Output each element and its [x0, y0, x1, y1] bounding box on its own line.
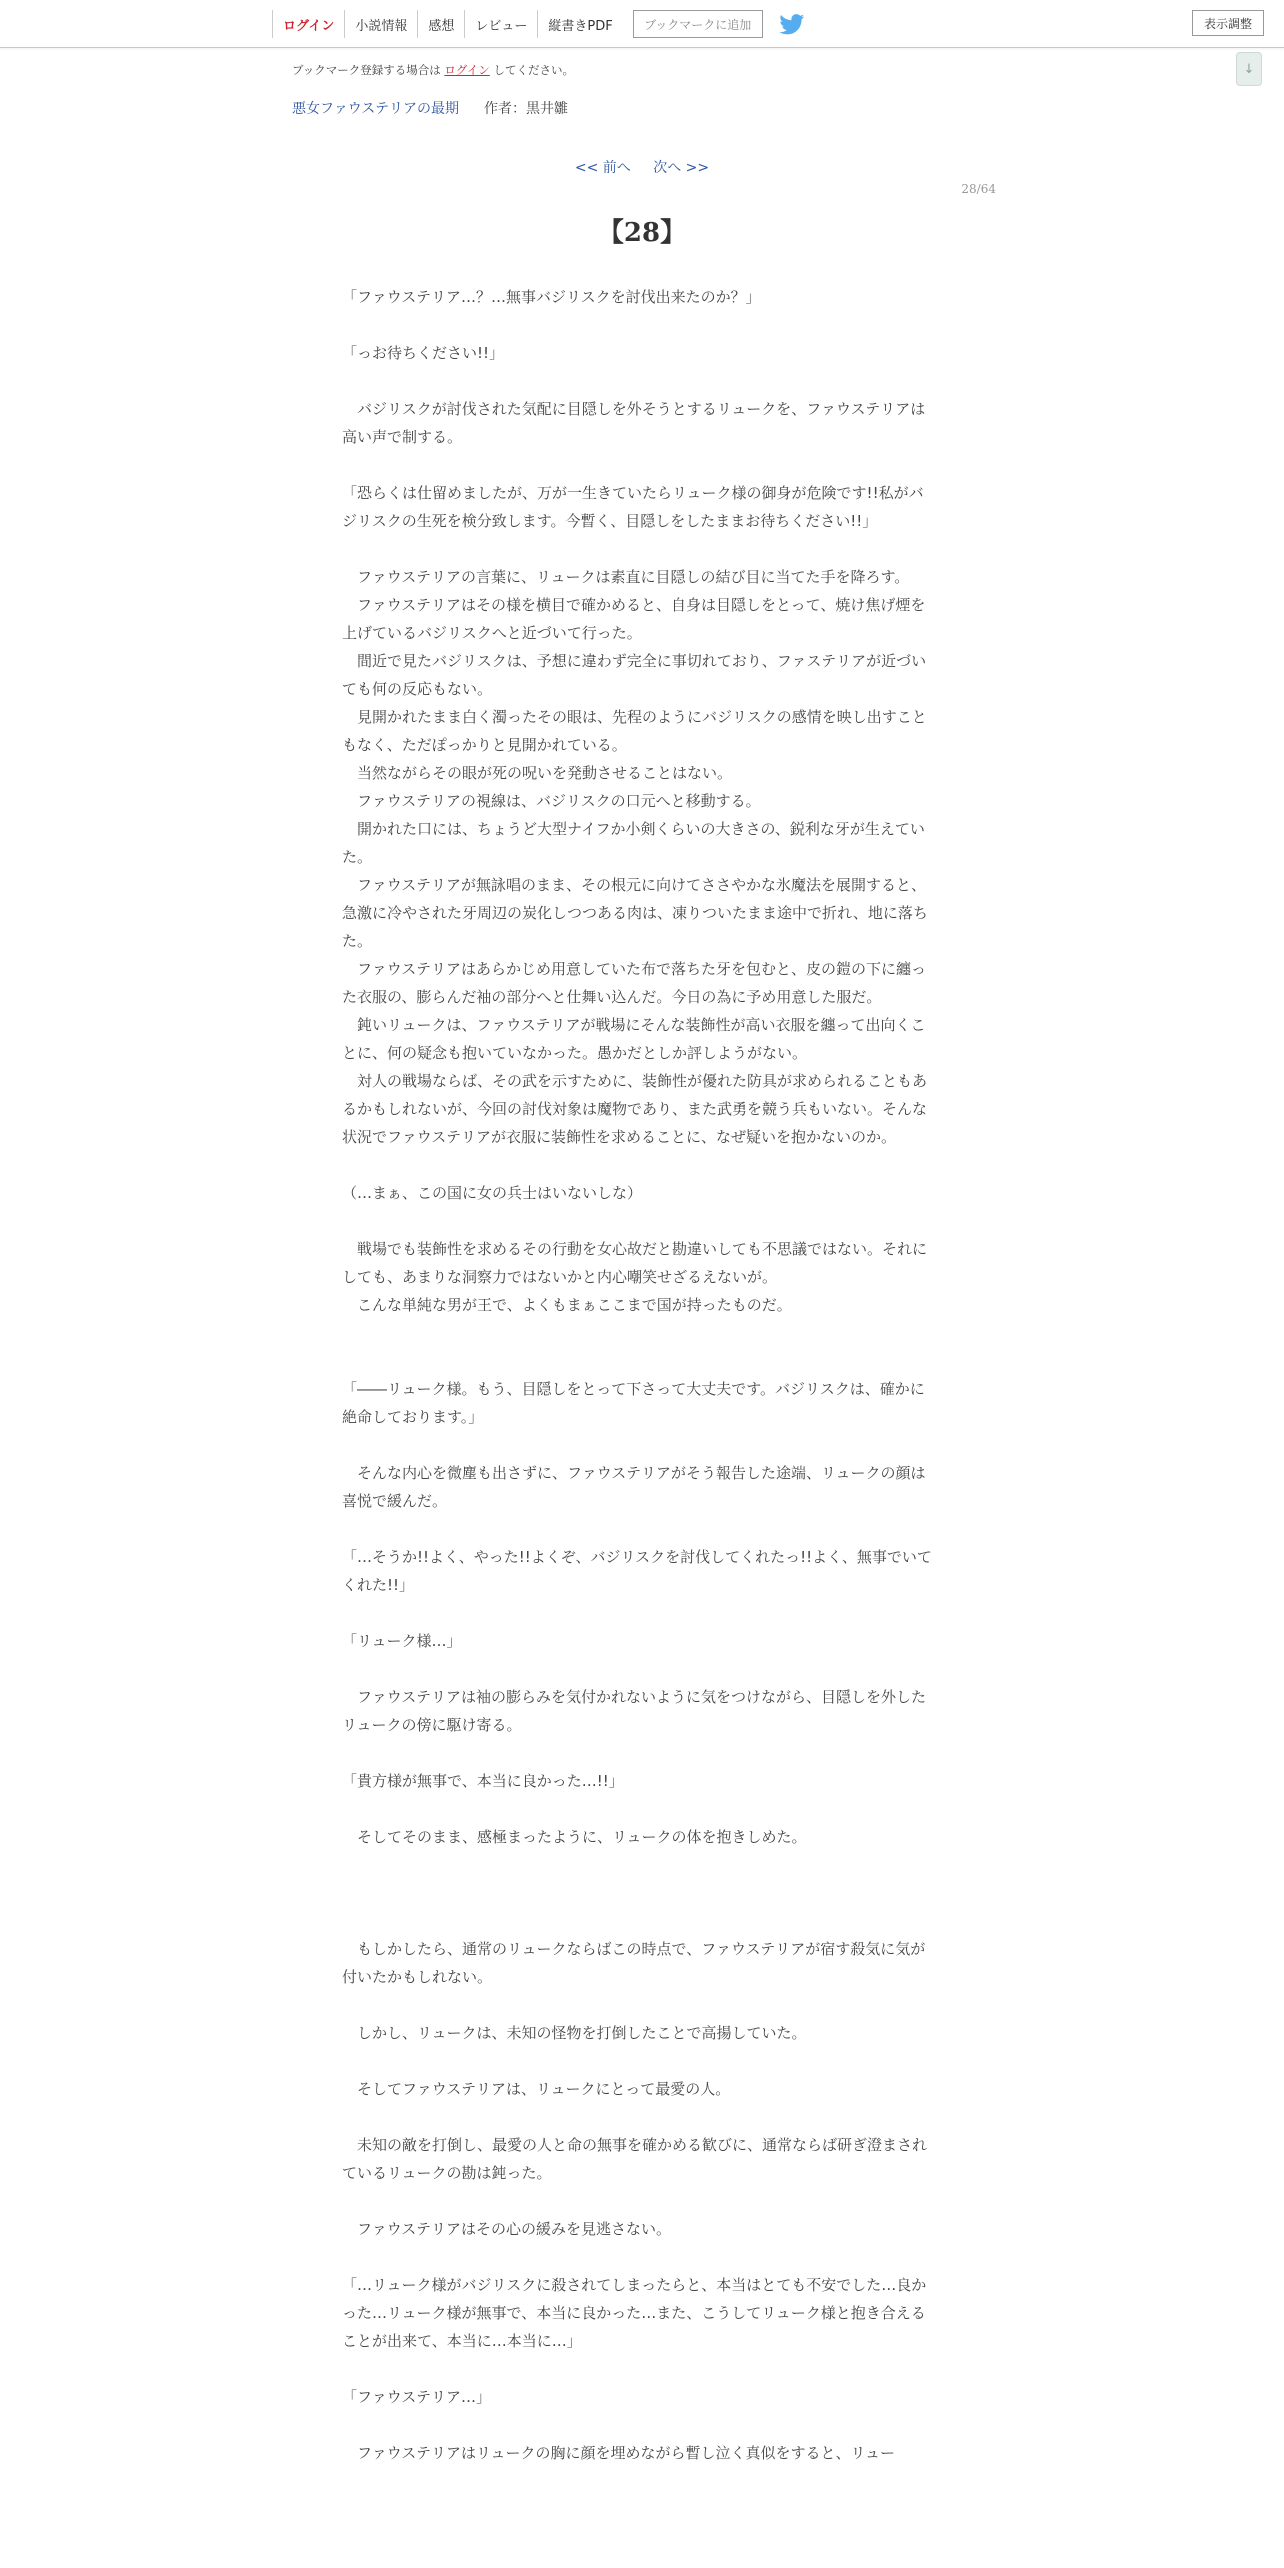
body-paragraph [342, 1991, 938, 2019]
nav-vertical-pdf-link[interactable]: 縦書きPDF [537, 10, 622, 38]
body-paragraph: ファウステリアはその様を横目で確かめると、自身は目隠しをとって、焼け焦げ煙を上げているバジリスクへと近づいて行った。 [342, 596, 926, 642]
body-paragraph: そんな内心を微塵も出さずに、ファウステリアがそう報告した途端、リュークの顔は喜悦で緩んだ。 [342, 1464, 926, 1510]
chapter-title: 【28】 [597, 218, 687, 248]
novel-body-text [342, 283, 938, 2467]
notice-login-link[interactable]: ログイン [444, 63, 490, 77]
body-paragraph: 間近で見たバジリスクは、予想に違わず完全に事切れており、ファステリアが近づいても何の反応もない。 [342, 652, 927, 698]
notice-suffix: してください。 [489, 63, 574, 77]
body-paragraph [342, 451, 938, 479]
body-paragraph: もしかしたら、通常のリュークならばこの時点で、ファウステリアが宿す殺気に気が付いたかもしれない。 [342, 1940, 926, 1986]
body-paragraph: こんな単純な男が王で、よくもまぁここまで国が持ったものだ。 [342, 1296, 792, 1314]
body-paragraph [342, 535, 938, 563]
body-paragraph [342, 367, 938, 395]
display-settings-button[interactable]: 表示調整 [1192, 10, 1264, 36]
body-paragraph [342, 2411, 938, 2439]
top-nav-bar [0, 0, 1284, 48]
body-paragraph: ファウステリアはあらかじめ用意していた布で落ちた牙を包むと、皮の鎧の下に纏った衣服の、膨らんだ袖の部分へと仕舞い込んだ。今日の為に予め用意した服だ。 [342, 960, 926, 1006]
body-paragraph [342, 1739, 938, 1767]
body-paragraph: 「っお待ちください!!」 [342, 344, 505, 362]
body-paragraph [342, 1907, 938, 1935]
nav-menu [272, 10, 805, 38]
body-paragraph: そしてそのまま、感極まったように、リュークの体を抱きしめた。 [342, 1828, 807, 1846]
next-chapter-link[interactable]: 次へ >> [653, 160, 710, 176]
body-paragraph [342, 2103, 938, 2131]
body-paragraph: 鈍いリュークは、ファウステリアが戦場にそんな装飾性が高い衣服を纏って出向くことに、何の疑念も抱いていなかった。愚かだとしか評しようがない。 [342, 1016, 926, 1062]
body-paragraph [342, 311, 938, 339]
novel-title-link[interactable]: 悪女ファウステリアの最期 [292, 101, 460, 117]
body-paragraph: ファウステリアの言葉に、リュークは素直に目隠しの結び目に当てた手を降ろす。 [342, 568, 910, 586]
nav-novel-info-link[interactable]: 小説情報 [344, 10, 417, 38]
body-paragraph: 「リューク様…」 [342, 1632, 462, 1650]
author-name: 作者：黒井雛 [484, 101, 568, 117]
twitter-bird-icon [779, 14, 805, 35]
body-paragraph [342, 1431, 938, 1459]
nav-login-link[interactable]: ログイン [272, 10, 344, 38]
body-paragraph [342, 1207, 938, 1235]
body-paragraph: 戦場でも装飾性を求めるその行動を女心故だと勘違いしても不思議ではない。それにしても、あまりな洞察力ではないかと内心嘲笑せざるえないが。 [342, 1240, 928, 1286]
body-paragraph [342, 1319, 938, 1347]
body-paragraph: （…まぁ、この国に女の兵士はいないしな） [342, 1184, 643, 1202]
body-paragraph: そしてファウステリアは、リュークにとって最愛の人。 [342, 2080, 731, 2098]
body-paragraph: 「…リューク様がバジリスクに殺されてしまったらと、本当はとても不安でした…良かった…リューク様が無事で、本当に良かった…また、こうしてリューク様と抱き合えることが出来て、本当に…本当に…」 [342, 2276, 927, 2350]
body-paragraph [342, 2047, 938, 2075]
add-bookmark-button[interactable]: ブックマークに追加 [633, 10, 763, 38]
body-paragraph [342, 1347, 938, 1375]
page-counter: 28/64 [961, 182, 996, 196]
nav-impressions-link[interactable]: 感想 [417, 10, 464, 38]
prev-chapter-link[interactable]: << 前へ [574, 160, 631, 176]
body-paragraph [342, 2187, 938, 2215]
body-paragraph [342, 2355, 938, 2383]
body-paragraph: ファウステリアの視線は、バジリスクの口元へと移動する。 [342, 792, 761, 810]
body-paragraph [342, 1151, 938, 1179]
scroll-down-button[interactable]: ↓ [1236, 52, 1262, 86]
body-paragraph: しかし、リュークは、未知の怪物を打倒したことで高揚していた。 [342, 2024, 807, 2042]
notice-prefix: ブックマーク登録する場合は [292, 63, 445, 77]
nav-review-link[interactable]: レビュー [464, 10, 537, 38]
twitter-share-button[interactable] [779, 13, 805, 35]
body-paragraph [342, 1515, 938, 1543]
body-paragraph: 「…そうか!!よく、やった!!よくぞ、バジリスクを討伐してくれたっ!!よく、無事でいてくれた!!」 [342, 1548, 932, 1594]
body-paragraph: 未知の敵を打倒し、最愛の人と命の無事を確かめる歓びに、通常ならば研ぎ澄まされているリュークの勘は鈍った。 [342, 2136, 928, 2182]
body-paragraph: 開かれた口には、ちょうど大型ナイフか小剣くらいの大きさの、鋭利な牙が生えていた。 [342, 820, 925, 866]
body-paragraph [342, 1655, 938, 1683]
body-paragraph: 「恐らくは仕留めましたが、万が一生きていたらリューク様の御身が危険です!!私がバジリスクの生死を検分致します。今暫く、目隠しをしたままお待ちください!!」 [342, 484, 924, 530]
login-notice [292, 62, 574, 78]
body-paragraph [342, 1879, 938, 1907]
body-paragraph: ファウステリアはその心の緩みを見逃さない。 [342, 2220, 671, 2238]
body-paragraph: ファウステリアが無詠唱のまま、その根元に向けてささやかな氷魔法を展開すると、急激に冷やされた牙周辺の炭化しつつある肉は、凍りついたまま途中で折れ、地に落ちた。 [342, 876, 928, 950]
body-paragraph: 「ファウステリア…？…無事バジリスクを討伐出来たのか？」 [342, 288, 761, 306]
body-paragraph: ファウステリアは袖の膨らみを気付かれないように気をつけながら、目隠しを外したリュークの傍に駆け寄る。 [342, 1688, 926, 1734]
body-paragraph: 「ファウステリア…」 [342, 2388, 491, 2406]
body-paragraph [342, 1795, 938, 1823]
body-paragraph: 対人の戦場ならば、その武を示すために、装飾性が優れた防具が求められることもあるかもしれないが、今回の討伐対象は魔物であり、また武勇を競う兵もいない。そんな状況でファウステリアが衣服に装飾性を求めることに、なぜ疑いを抱かないのか。 [342, 1072, 928, 1146]
body-paragraph: ファウステリアはリュークの胸に顔を埋めながら暫し泣く真似をすると、リュー [342, 2444, 896, 2462]
body-paragraph: 見開かれたまま白く濁ったその眼は、先程のようにバジリスクの感情を映し出すこともなく、ただぽっかりと見開かれている。 [342, 708, 927, 754]
body-paragraph: バジリスクが討伐された気配に目隠しを外そうとするリュークを、ファウステリアは高い声で制する。 [342, 400, 926, 446]
chapter-pager [0, 157, 1284, 177]
body-paragraph [342, 2243, 938, 2271]
body-paragraph: 当然ながらその眼が死の呪いを発動させることはない。 [342, 764, 733, 782]
body-paragraph: 「――リューク様。もう、目隠しをとって下さって大丈夫です。バジリスクは、確かに絶命しております。」 [342, 1380, 925, 1426]
body-paragraph: 「貴方様が無事で、本当に良かった…!!」 [342, 1772, 624, 1790]
body-paragraph [342, 1599, 938, 1627]
body-paragraph [342, 1851, 938, 1879]
